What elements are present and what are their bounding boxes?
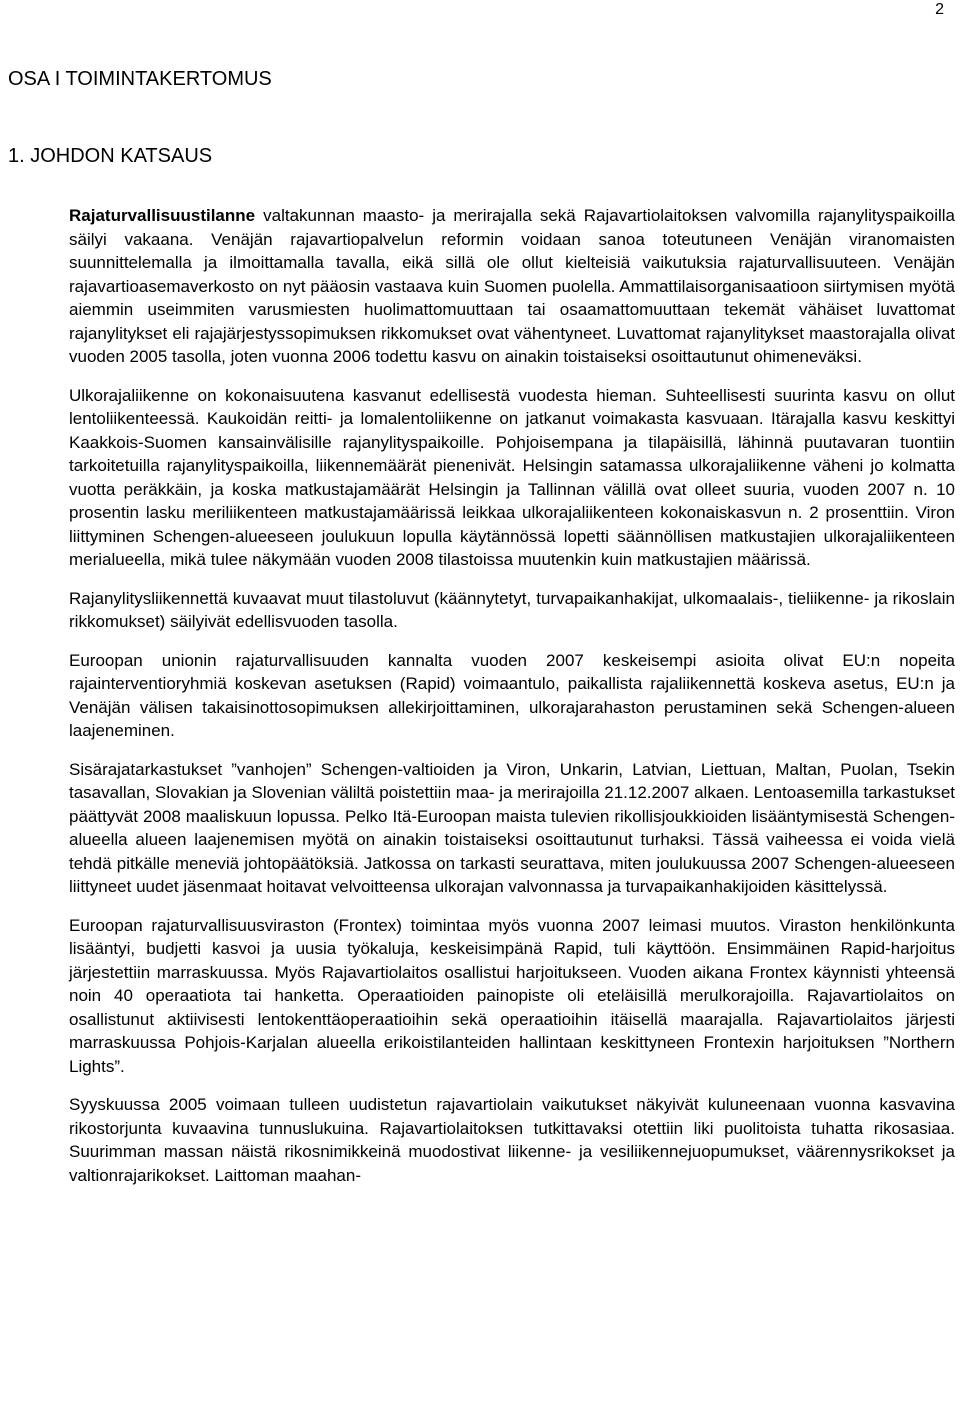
paragraph-internal-border-checks: Sisärajatarkastukset ”vanhojen” Schengen-valtioiden ja Viron, Unkarin, Latvian, Liettuan, Maltan, Puolan, Tsekin tasavallan, Slovakian ja Slovenian väliltä poistettiin maa- ja merirajoilla 21.12.2007 alkaen. Lentoasemilla tarkastukset päättyvät 2008 maaliskuun lopussa. Pelko Itä-Euroopan maista tulevien rikollisjoukkioiden lisääntymisestä Schengen-alueella alueen laajenemisen myötä on ainakin toistaiseksi osoittautunut turhaksi. Tässä vaiheessa ei voida vielä tehdä pitkälle meneviä johtopäätöksiä. Jatkossa on tarkasti seurattava, miten joulukuussa 2007 Schengen-alueeseen liittyneet uudet jäsenmaat hoitavat velvoitteensa ulkorajan valvonnassa ja turvapaikanhakijoiden käsittelyssä. (69, 759, 955, 896)
document-body (69, 204, 955, 1187)
part-heading: OSA I TOIMINTAKERTOMUS (8, 68, 272, 90)
paragraph-lead-term: Rajaturvallisuustilanne (69, 206, 256, 225)
page-number: 2 (935, 1, 944, 18)
paragraph-border-crossing-statistics: Rajanylitysliikennettä kuvaavat muut tilastoluvut (käännytetyt, turvapaikanhakijat, ulkomaalais-, tieliikenne- ja rikoslain rikkomukset) säilyivät edellisvuoden tasolla. (69, 588, 955, 631)
paragraph-border-guard-act: Syyskuussa 2005 voimaan tulleen uudistetun rajavartiolain vaikutukset näkyivät kuluneenaan vuonna kasvavina rikostorjunta kuvaavina tunnuslukuina. Rajavartiolaitoksen tutkittavaksi otettiin liki puolitoista tuhatta rikosasiaa. Suurimman massan näistä rikosnimikkeinä muodostivat liikenne- ja vesiliikennejuopumukset, väärennysrikokset ja valtionrajarikokset. Laittoman maahan- (69, 1095, 955, 1185)
paragraph-border-security (69, 204, 955, 369)
paragraph-external-border-traffic: Ulkorajaliikenne on kokonaisuutena kasvanut edellisestä vuodesta hieman. Suhteellisesti suurinta kasvu on ollut lentoliikenteessä. Kaukoidän reitti- ja lomalentoliikenne on jatkanut voimakasta kasvuaan. Itärajalla kasvu keskittyi Kaakkois-Suomen kansainvälisille rajanylityspaikoille. Pohjoisempana ja tilapäisillä, lähinnä puutavaran tuontiin tarkoitetuilla rajanylityspaikoilla, liikennemäärät pienenivät. Helsingin satamassa ulkorajaliikenne väheni jo kolmatta vuotta peräkkäin, ja koska matkustajamäärät Helsingin ja Tallinnan välillä ovat olleet suuria, vuoden 2007 n. 10 prosentin lasku meriliikenteen matkustajamäärissä leikkaa ulkorajaliikenteen kokonaiskasvun n. 2 prosenttiin. Viron liittyminen Schengen-alueeseen joulukuun lopulla käytännössä lopetti säännöllisen matkustajien ulkorajaliikenteen merialueella, mikä tulee näkymään vuoden 2008 tilastoissa muutenkin kuin matkustajien määrissä. (69, 385, 955, 569)
paragraph-eu-border-security: Euroopan unionin rajaturvallisuuden kannalta vuoden 2007 keskeisempi asioita olivat EU:n nopeita rajainterventioryhmiä koskevan asetuksen (Rapid) voimaantulo, paikallista rajaliikennettä koskeva asetus, EU:n ja Venäjän välisen takaisinottosopimuksen allekirjoittaminen, ulkorajarahaston perustaminen sekä Schengen-alueen laajeneminen. (69, 650, 955, 740)
paragraph-frontex: Euroopan rajaturvallisuusviraston (Frontex) toimintaa myös vuonna 2007 leimasi muutos. Viraston henkilönkunta lisääntyi, budjetti kasvoi ja uusia työkaluja, keskeisimpänä Rapid, tuli käyttöön. Ensimmäinen Rapid-harjoitus järjestettiin marraskuussa. Myös Rajavartiolaitos osallistui harjoitukseen. Vuoden aikana Frontex käynnisti yhteensä noin 40 operaatiota tai hanketta. Operaatioiden painopiste oli eteläisillä merulkorajoilla. Rajavartiolaitos on osallistunut aktiivisesti lentokenttäoperaatioihin sekä operaatioihin itäisellä maarajalla. Rajavartiolaitos järjesti marraskuussa Pohjois-Karjalan alueella erikoistilanteiden hallintaan keskittyneen Frontexin harjoituksen ”Northern Lights”. (69, 915, 955, 1076)
paragraph-text: valtakunnan maasto- ja merirajalla sekä Rajavartiolaitoksen valvomilla rajanylityspaikoilla säilyi vakaana. Venäjän rajavartiopalvelun reformin voidaan sanoa toteutuneen Venäjän viranomaisten suunnittelemalla ja ilmoittamalla tavalla, eikä sillä ole ollut kielteisiä vaikutuksia rajaturvallisuuteen. Venäjän rajavartioasemaverkosto on nyt pääosin vastaava kuin Suomen puolella. Ammattilaisorganisaatioon siirtymisen myötä aiemmin useimmiten varusmiesten huolimattomuuttaan tai osaamattomuuttaan tekemät vähäiset luvattomat rajanylitykset eli rajajärjestyssopimuksen rikkomukset ovat vähentyneet. Luvattomat rajanylitykset maastorajalla olivat vuoden 2005 tasolla, joten vuonna 2006 todettu kasvu on ainakin toistaiseksi osoittautunut ohimeneväksi. (69, 206, 955, 366)
section-heading: 1. JOHDON KATSAUS (8, 145, 213, 167)
